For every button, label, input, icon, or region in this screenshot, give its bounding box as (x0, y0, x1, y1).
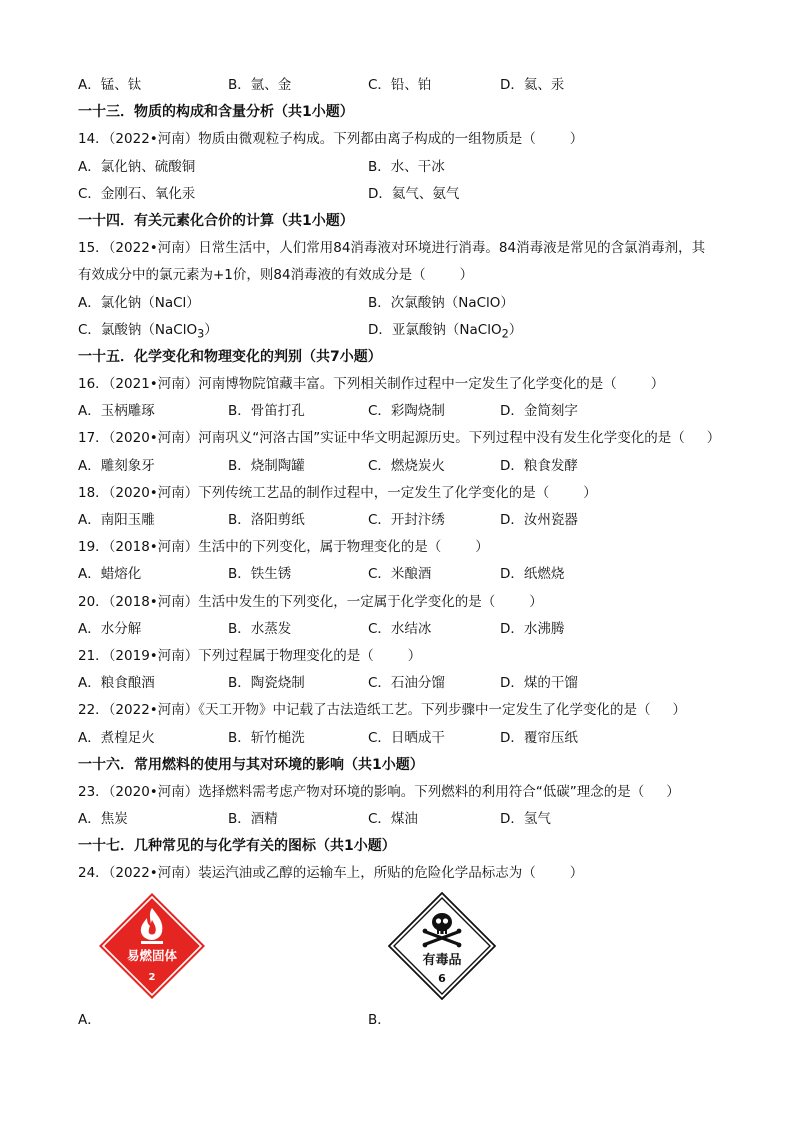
q14-option-c: C．金刚石、氧化汞 (78, 185, 196, 202)
q15-option-c-close: ） (204, 321, 218, 338)
q15-option-c-subscript: 3 (197, 327, 205, 341)
q18-stem (78, 480, 728, 507)
q17-option-b: B．烧制陶罐 (228, 457, 305, 474)
q22-stem-text: 22．（2022•河南）《天工开物》中记载了古法造纸工艺。下列步骤中一定发生了化学变化的是（ (78, 702, 651, 719)
q17-stem-text: 17．（2020•河南）河南巩义“河洛古国”实证中华文明起源历史。下列过程中没有发生化学变化的是（ (78, 430, 685, 447)
q22-options (78, 725, 728, 752)
q19-option-a: A．蜡熔化 (78, 566, 142, 583)
q19-options (78, 561, 728, 588)
q24-stem (78, 860, 728, 887)
q13-option-c: C．铅、铂 (368, 77, 432, 93)
q18-option-b: B．洛阳剪纸 (228, 512, 305, 528)
q22-option-d: D．覆帘压纸 (500, 729, 578, 746)
q20-option-b: B．水蒸发 (228, 620, 292, 637)
q17-option-d: D．粮食发酵 (500, 457, 578, 474)
q19-stem-text: 19．（2018•河南）生活中的下列变化，属于物理变化的是（ (78, 539, 442, 556)
q19-close-paren: ） (475, 539, 489, 556)
q20-stem-text: 20．（2018•河南）生活中发生的下列变化，一定属于化学变化的是（ (78, 593, 496, 610)
sign-b-label: 有毒品 (422, 952, 462, 968)
q23-stem-text: 23．（2020•河南）选择燃料需考虑产物对环境的影响。下列燃料的利用符合“低碳”理念的是（ (78, 783, 645, 800)
q24-stem-text: 24．（2022•河南）装运汽油或乙醇的运输车上，所贴的危险化学品标志为（ (78, 865, 536, 882)
q18-option-c: C．开封汴绣 (368, 512, 445, 528)
q22-option-b: B．斩竹槌洗 (228, 729, 305, 746)
q24-option-a-label: A． (78, 1011, 101, 1028)
q18-option-d: D．汝州瓷器 (500, 512, 578, 528)
q22-option-c: C．日晒成干 (368, 729, 445, 746)
sign-a-number: 2 (148, 971, 156, 983)
q16-option-b: B．骨笛打孔 (228, 403, 305, 420)
q18-options (78, 507, 728, 534)
q22-stem (78, 697, 728, 724)
toxic-substance-sign (388, 892, 496, 1004)
q21-options (78, 670, 728, 697)
q20-option-c: C．水结冰 (368, 620, 432, 637)
q13-options (78, 72, 728, 99)
q13-option-d: D．氦、汞 (500, 77, 565, 93)
q24-option-b-label: B． (368, 1011, 391, 1028)
q13-option-b: B．氩、金 (228, 77, 292, 93)
q15-stem-text: 有效成分中的氯元素为+1价，则84消毒液的有效成分是（ (78, 267, 426, 284)
q19-option-c: C．米酿酒 (368, 566, 432, 583)
q18-option-a: A．南阳玉雕 (78, 512, 155, 528)
q15-option-d-subscript: 2 (501, 327, 509, 341)
q21-stem-text: 21．（2019•河南）下列过程属于物理变化的是（ (78, 647, 374, 664)
q18-close-paren: ） (583, 484, 597, 501)
q21-option-a: A．粮食酿酒 (78, 675, 155, 692)
q14-option-a: A．氯化钠、硫酸铜 (78, 158, 196, 175)
q14-option-d: D．氦气、氨气 (368, 185, 460, 202)
q16-stem (78, 371, 728, 398)
sign-a-label: 易燃固体 (126, 947, 178, 963)
sign-b-number: 6 (438, 971, 446, 985)
q16-close-paren: ） (650, 376, 665, 393)
q23-option-c: C．煤油 (368, 811, 418, 828)
q14-options-row1 (78, 154, 728, 181)
section-17-heading: 一十七．几种常见的与化学有关的图标（共1小题） (78, 838, 396, 855)
q23-option-d: D．氢气 (500, 811, 551, 828)
q15-option-b: B．次氯酸钠（NaClO） (368, 294, 514, 311)
q13-option-a: A．锰、钛 (78, 77, 142, 93)
q19-option-b: B．铁生锈 (228, 566, 292, 583)
q15-option-c-text: C．氯酸钠（NaClO (78, 321, 198, 338)
q14-stem (78, 126, 728, 153)
q21-option-d: D．煤的干馏 (500, 675, 578, 692)
exam-page (78, 72, 728, 1032)
q16-options (78, 398, 728, 425)
flammable-solid-sign (98, 892, 206, 1004)
q17-options (78, 453, 728, 480)
q14-stem-text: 14．（2022•河南）物质由微观粒子构成。下列都由离子构成的一组物质是（ (78, 131, 536, 148)
q24-close-paren: ） (569, 865, 584, 882)
q23-close-paren: ） (666, 783, 680, 800)
q15-stem-line2 (78, 262, 728, 289)
q23-options (78, 806, 728, 833)
section-15-heading: 一十五．化学变化和物理变化的判别（共7小题） (78, 348, 382, 365)
q20-stem (78, 589, 728, 616)
q16-option-c: C．彩陶烧制 (368, 403, 445, 420)
q20-option-d: D．水沸腾 (500, 620, 565, 637)
q19-stem (78, 534, 728, 561)
q14-options-row2 (78, 181, 728, 208)
q15-options-row1 (78, 290, 728, 317)
q14-option-b: B．水、干冰 (368, 158, 445, 175)
q21-option-b: B．陶瓷烧制 (228, 675, 305, 692)
q23-option-b: B．酒精 (228, 811, 278, 828)
q16-stem-text: 16．（2021•河南）河南博物院馆藏丰富。下列相关制作过程中一定发生了化学变化的是（ (78, 376, 617, 393)
q17-stem (78, 425, 728, 452)
section-16-heading: 一十六．常用燃料的使用与其对环境的影响（共1小题） (78, 756, 424, 773)
q23-stem (78, 779, 728, 806)
q17-option-a: A．雕刻象牙 (78, 457, 155, 474)
q19-option-d: D．纸燃烧 (500, 566, 565, 583)
q22-close-paren: ） (672, 702, 686, 719)
q21-close-paren: ） (407, 647, 422, 664)
q18-stem-text: 18．（2020•河南）下列传统工艺品的制作过程中，一定发生了化学变化的是（ (78, 484, 550, 501)
q20-options (78, 616, 728, 643)
q15-option-d-text: D．亚氯酸钠（NaClO (368, 321, 502, 338)
q21-stem (78, 643, 728, 670)
q21-option-c: C．石油分馏 (368, 675, 445, 692)
q17-close-paren: ） (706, 430, 721, 447)
q17-option-c: C．燃烧炭火 (368, 457, 445, 474)
skull-crossbones-icon (388, 892, 496, 1000)
q15-options-row2 (78, 317, 728, 344)
q15-option-a: A．氯化钠（NaCl） (78, 294, 200, 311)
q15-stem-line1: 15．（2022•河南）日常生活中，人们常用84消毒液对环境进行消毒。84消毒液是常见的含氯消毒剂，其 (78, 240, 706, 257)
q20-close-paren: ） (529, 593, 543, 610)
section-13-heading: 一十三．物质的构成和含量分析（共1小题） (78, 104, 354, 121)
section-14-heading: 一十四．有关元素化合价的计算（共1小题） (78, 212, 354, 229)
flammable-solid-icon (98, 892, 206, 1000)
q16-option-d: D．金简刻字 (500, 403, 578, 420)
q14-close-paren: ） (569, 131, 584, 148)
q16-option-a: A．玉柄雕琢 (78, 403, 155, 420)
q23-option-a: A．焦炭 (78, 811, 128, 828)
q15-option-d-close: ） (508, 321, 523, 338)
q15-close-paren: ） (459, 267, 474, 284)
q24-figures (78, 892, 728, 1032)
q22-option-a: A．煮楻足火 (78, 729, 155, 746)
q20-option-a: A．水分解 (78, 620, 142, 637)
